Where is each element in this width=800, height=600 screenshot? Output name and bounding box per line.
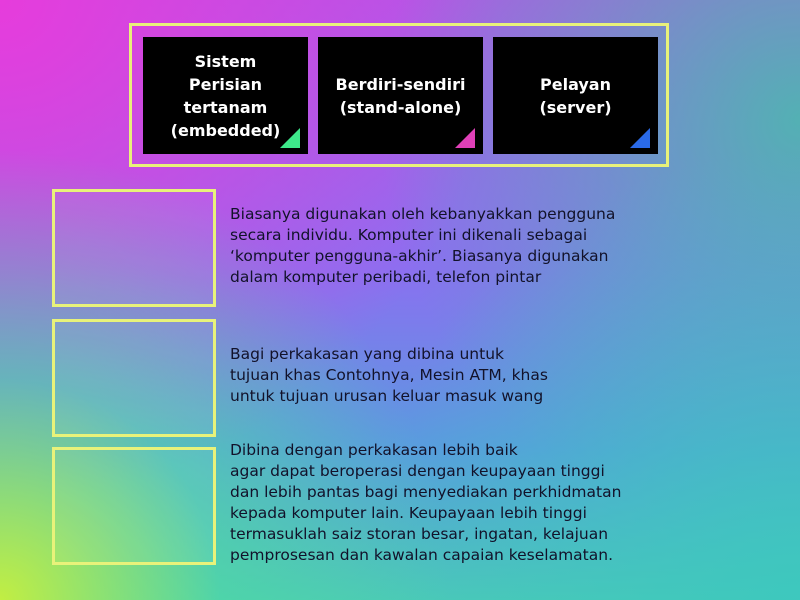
drop-zone-2[interactable]	[52, 319, 216, 437]
tile-label: Pelayan (server)	[539, 74, 612, 117]
corner-triangle-icon	[630, 128, 650, 148]
drop-zone-3[interactable]	[52, 447, 216, 565]
draggable-tile-embedded[interactable]	[143, 37, 308, 154]
draggable-tile-stand-alone[interactable]	[318, 37, 483, 154]
tile-label: Berdiri-sendiri (stand-alone)	[335, 74, 466, 117]
corner-triangle-icon	[280, 128, 300, 148]
tile-label: Sistem Perisian tertanam (embedded)	[170, 51, 281, 140]
corner-triangle-icon	[455, 128, 475, 148]
description-3: Dibina dengan perkakasan lebih baik agar dapat beroperasi dengan keupayaan tinggi dan lebih pantas bagi menyediakan perkhidmatan kepada komputer lain. Keupayaan lebih tinggi termasuklah saiz storan besar, ingatan, kelajuan pemprosesan dan kawalan capaian keselamatan.	[230, 441, 622, 564]
draggable-tile-server[interactable]	[493, 37, 658, 154]
answer-tray	[129, 23, 669, 167]
description-1: Biasanya digunakan oleh kebanyakkan pengguna secara individu. Komputer ini dikenali sebagai ‘komputer pengguna-akhir’. Biasanya digunakan dalam komputer peribadi, telefon pintar	[230, 205, 616, 286]
description-2: Bagi perkakasan yang dibina untuk tujuan khas Contohnya, Mesin ATM, khas untuk tujuan urusan keluar masuk wang	[230, 345, 548, 405]
drop-zone-1[interactable]	[52, 189, 216, 307]
